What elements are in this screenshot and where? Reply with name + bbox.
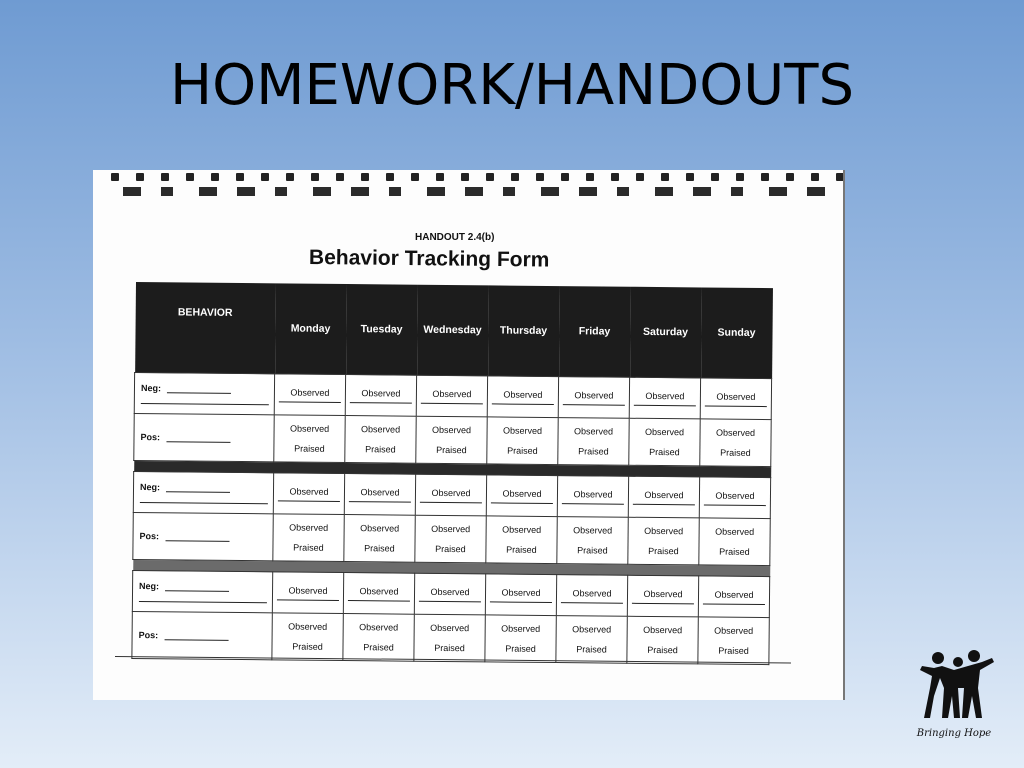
observed-label: Observed: [572, 587, 612, 599]
observed-praised-cell[interactable]: [273, 514, 344, 562]
binding-ring: [731, 187, 743, 196]
binding-hole: [386, 173, 394, 181]
observed-praised-cell[interactable]: [629, 418, 700, 466]
pos-blank-line[interactable]: [164, 631, 228, 641]
binding-hole: [536, 173, 544, 181]
observed-label: Observed: [501, 623, 541, 634]
observed-cell[interactable]: [486, 475, 557, 517]
observed-praised-cell[interactable]: [700, 419, 771, 467]
observed-tally-line: [492, 403, 554, 405]
neg-label-cell: [133, 471, 273, 513]
observed-tally-line: [563, 404, 625, 406]
binding-hole: [836, 173, 844, 181]
form-title: Behavior Tracking Form: [308, 246, 550, 272]
observed-praised-cell[interactable]: [628, 517, 699, 565]
observed-tally-line: [349, 501, 411, 503]
binding-ring: [389, 187, 401, 196]
header-day: Saturday: [630, 287, 702, 378]
observed-label: Observed: [288, 584, 328, 596]
observed-label: Observed: [714, 589, 754, 600]
neg-blank-line[interactable]: [165, 582, 229, 592]
observed-praised-cell[interactable]: [414, 614, 485, 662]
observed-label: Observed: [290, 386, 330, 398]
binding-hole: [761, 173, 769, 181]
binding-hole: [361, 173, 369, 181]
observed-praised-cell[interactable]: [557, 517, 628, 565]
binding-hole: [236, 173, 244, 181]
binding-hole: [186, 173, 194, 181]
praised-label: Praised: [647, 644, 678, 656]
binding-hole: [586, 173, 594, 181]
praised-label: Praised: [365, 444, 396, 455]
observed-label: Observed: [502, 488, 542, 499]
logo-caption: Bringing Hope: [916, 728, 992, 739]
pos-blank-line[interactable]: [165, 532, 229, 542]
observed-label: Observed: [503, 389, 543, 400]
observed-praised-cell[interactable]: [272, 613, 343, 661]
observed-cell[interactable]: [700, 378, 771, 420]
observed-label: Observed: [573, 488, 613, 500]
observed-cell[interactable]: [556, 575, 627, 617]
observed-cell[interactable]: [698, 576, 769, 618]
table-row: [132, 570, 769, 617]
observed-praised-cell[interactable]: [556, 616, 627, 664]
binding-hole: [686, 173, 694, 181]
observed-cell[interactable]: [627, 575, 698, 617]
binding-hole: [736, 173, 744, 181]
binding-ring: [655, 187, 673, 196]
binding-ring: [579, 187, 597, 196]
observed-tally-line: [705, 405, 767, 407]
observed-praised-cell[interactable]: [698, 617, 769, 665]
observed-tally-line: [278, 500, 340, 502]
binding-hole: [161, 173, 169, 181]
binding-ring: [541, 187, 559, 196]
observed-tally-line: [277, 599, 339, 601]
observed-praised-cell[interactable]: [699, 518, 770, 566]
observed-label: Observed: [430, 586, 470, 597]
neg-underline: [140, 502, 268, 504]
observed-praised-cell[interactable]: [487, 417, 558, 465]
binding-ring: [769, 187, 787, 196]
binding-ring: [427, 187, 445, 196]
observed-label: Observed: [643, 624, 683, 636]
neg-blank-line[interactable]: [166, 483, 230, 493]
observed-praised-cell[interactable]: [486, 516, 557, 564]
neg-underline: [139, 601, 267, 603]
observed-cell[interactable]: [699, 477, 770, 519]
header-day: Tuesday: [346, 284, 418, 375]
praised-label: Praised: [436, 444, 467, 456]
neg-label: Neg:: [140, 382, 162, 393]
binding-ring: [693, 187, 711, 196]
binding-hole: [111, 173, 119, 181]
observed-cell[interactable]: [273, 473, 344, 515]
observed-tally-line: [421, 402, 483, 404]
binding-ring: [275, 187, 287, 196]
praised-label: Praised: [578, 446, 609, 457]
observed-cell[interactable]: [416, 375, 487, 417]
observed-tally-line: [704, 504, 766, 506]
praised-label: Praised: [294, 443, 325, 454]
praised-label: Praised: [576, 644, 607, 655]
observed-label: Observed: [290, 423, 330, 434]
observed-label: Observed: [360, 486, 400, 498]
binding-ring: [199, 187, 217, 196]
praised-label: Praised: [505, 643, 536, 654]
pos-label-cell: [132, 611, 272, 659]
observed-praised-cell[interactable]: [416, 416, 487, 464]
binding-hole: [486, 173, 494, 181]
observed-cell[interactable]: [344, 474, 415, 516]
observed-cell[interactable]: [629, 377, 700, 419]
observed-cell[interactable]: [272, 572, 343, 614]
header-day: Sunday: [701, 287, 773, 378]
observed-praised-cell[interactable]: [558, 418, 629, 466]
binding-ring: [503, 187, 515, 196]
binding-ring: [617, 187, 629, 196]
header-day: Friday: [559, 286, 631, 377]
observed-cell[interactable]: [485, 574, 556, 616]
binding-hole: [311, 173, 319, 181]
binding-hole: [436, 173, 444, 181]
observed-praised-cell[interactable]: [485, 615, 556, 663]
binding-hole: [786, 173, 794, 181]
neg-label: Neg:: [139, 580, 160, 591]
observed-praised-cell[interactable]: [627, 616, 698, 664]
observed-cell[interactable]: [345, 375, 416, 417]
handout-id: HANDOUT 2.4(b): [415, 232, 495, 243]
observed-label: Observed: [503, 425, 543, 436]
binding-hole: [561, 173, 569, 181]
observed-tally-line: [562, 503, 624, 505]
observed-label: Observed: [572, 624, 612, 635]
binding-ring: [465, 187, 483, 196]
binding-ring: [807, 187, 825, 196]
observed-label: Observed: [431, 487, 471, 498]
observed-label: Observed: [502, 524, 542, 535]
observed-praised-cell[interactable]: [343, 614, 414, 662]
praised-label: Praised: [363, 642, 394, 653]
observed-label: Observed: [432, 424, 472, 436]
observed-label: Observed: [716, 427, 756, 438]
observed-cell[interactable]: [558, 377, 629, 419]
observed-label: Observed: [289, 522, 329, 533]
table-header-row: [135, 282, 773, 379]
binding-hole: [661, 173, 669, 181]
table-row: [134, 413, 771, 466]
header-behavior: BEHAVIOR: [135, 282, 276, 374]
praised-label: Praised: [364, 543, 395, 554]
binding-hole: [411, 173, 419, 181]
binding-hole: [611, 173, 619, 181]
praised-label: Praised: [293, 542, 324, 553]
binding-ring: [313, 187, 331, 196]
observed-label: Observed: [432, 388, 472, 399]
observed-tally-line: [490, 601, 552, 603]
observed-cell[interactable]: [343, 573, 414, 615]
observed-tally-line: [279, 401, 341, 403]
binding-ring: [237, 187, 255, 196]
neg-blank-line[interactable]: [167, 384, 231, 394]
observed-label: Observed: [715, 490, 755, 501]
observed-label: Observed: [430, 622, 470, 634]
binding-hole: [136, 173, 144, 181]
binding-ring: [161, 187, 173, 196]
observed-label: Observed: [501, 587, 541, 598]
header-day: Wednesday: [417, 285, 489, 376]
observed-label: Observed: [714, 625, 754, 636]
observed-tally-line: [491, 502, 553, 504]
binding-hole: [261, 173, 269, 181]
observed-label: Observed: [573, 525, 613, 536]
header-day: Monday: [275, 283, 347, 374]
pos-blank-line[interactable]: [166, 433, 230, 443]
observed-cell[interactable]: [415, 474, 486, 516]
pos-label: Pos:: [140, 432, 161, 443]
praised-label: Praised: [718, 645, 749, 656]
observed-label: Observed: [361, 387, 401, 399]
table-row: [134, 373, 771, 420]
neg-label: Neg:: [139, 481, 161, 492]
slide-title: HOMEWORK/HANDOUTS: [169, 53, 855, 118]
praised-label: Praised: [435, 543, 466, 555]
binding-ring: [123, 187, 141, 196]
observed-cell[interactable]: [628, 476, 699, 518]
pos-label: Pos:: [138, 630, 159, 641]
observed-praised-cell[interactable]: [274, 415, 345, 463]
praised-label: Praised: [434, 642, 465, 654]
observed-label: Observed: [715, 526, 755, 537]
observed-label: Observed: [643, 588, 683, 599]
table-row: [133, 471, 770, 518]
neg-label-cell: [134, 373, 274, 415]
observed-label: Observed: [574, 426, 614, 437]
observed-tally-line: [703, 603, 765, 605]
observed-tally-line: [419, 600, 481, 602]
observed-label: Observed: [645, 390, 685, 401]
praised-label: Praised: [506, 544, 537, 555]
praised-label: Praised: [292, 641, 323, 652]
binding-hole: [211, 173, 219, 181]
observed-label: Observed: [289, 485, 329, 497]
observed-cell[interactable]: [557, 476, 628, 518]
table-row: [133, 512, 770, 565]
header-day: Thursday: [488, 285, 560, 376]
neg-underline: [141, 403, 269, 405]
pos-label-cell: [133, 512, 273, 560]
observed-cell[interactable]: [487, 376, 558, 418]
observed-label: Observed: [645, 426, 685, 438]
binding-hole: [286, 173, 294, 181]
observed-tally-line: [634, 404, 696, 406]
handout-scan-image: [93, 170, 845, 700]
observed-tally-line: [348, 600, 410, 602]
neg-label-cell: [132, 570, 272, 612]
observed-label: Observed: [716, 391, 756, 402]
observed-label: Observed: [360, 523, 400, 534]
observed-tally-line: [561, 602, 623, 604]
observed-praised-cell[interactable]: [415, 515, 486, 563]
observed-label: Observed: [574, 389, 614, 401]
praised-label: Praised: [507, 445, 538, 456]
binding-hole: [636, 173, 644, 181]
observed-tally-line: [420, 501, 482, 503]
praised-label: Praised: [577, 545, 608, 556]
observed-label: Observed: [644, 525, 684, 537]
observed-label: Observed: [359, 585, 399, 597]
spiral-binding: [93, 170, 845, 200]
observed-cell[interactable]: [414, 573, 485, 615]
observed-tally-line: [633, 503, 695, 505]
behavior-tracking-table: [131, 282, 773, 665]
binding-hole: [461, 173, 469, 181]
observed-praised-cell[interactable]: [345, 416, 416, 464]
praised-label: Praised: [648, 545, 679, 557]
observed-label: Observed: [431, 523, 471, 535]
observed-label: Observed: [361, 424, 401, 435]
observed-praised-cell[interactable]: [344, 515, 415, 563]
pos-label: Pos:: [139, 531, 160, 542]
binding-hole: [511, 173, 519, 181]
observed-label: Observed: [288, 621, 328, 632]
binding-ring: [351, 187, 369, 196]
binding-hole: [811, 173, 819, 181]
praised-label: Praised: [719, 546, 750, 557]
observed-label: Observed: [644, 489, 684, 500]
praised-label: Praised: [720, 447, 751, 458]
pos-label-cell: [134, 413, 274, 461]
binding-hole: [336, 173, 344, 181]
praised-label: Praised: [649, 446, 680, 458]
observed-tally-line: [632, 602, 694, 604]
binding-hole: [711, 173, 719, 181]
observed-label: Observed: [359, 622, 399, 633]
observed-cell[interactable]: [274, 374, 345, 416]
observed-tally-line: [350, 402, 412, 404]
